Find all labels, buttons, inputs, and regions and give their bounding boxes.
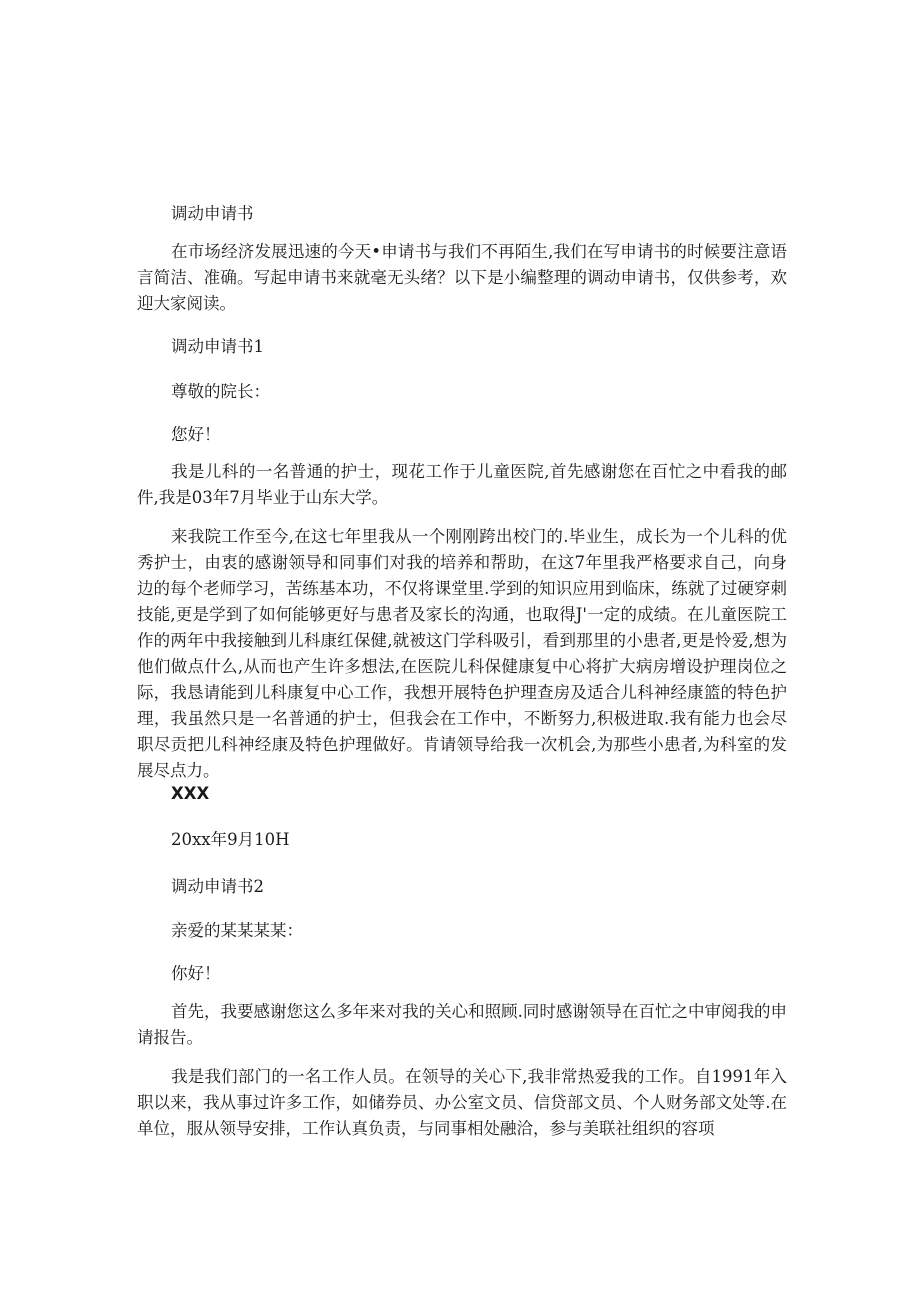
letter1-salutation: 尊敬的院长：	[171, 382, 270, 401]
letter1-signature: XXX	[171, 784, 210, 803]
letter1-date: 20xx年9月10H	[171, 830, 290, 849]
letter2-paragraph-2: 我是我们部门的一名工作人员。在领导的关心下,我非常热爱我的工作。自1991年入职以来，我从事过许多工作，如储券员、办公室文员、信贷部文员、个人财务部文处等.在单位，服从领导安排，工作认真负责，与同事相处融洽，参与美联社组织的容项	[137, 1067, 787, 1138]
letter1-heading: 调动申请书1	[171, 337, 264, 356]
letter2-heading: 调动申请书2	[171, 877, 264, 896]
letter2-paragraph-1: 首先，我要感谢您这么多年来对我的关心和照顾.同时感谢领导在百忙之中审阅我的申请报告。	[137, 1002, 787, 1047]
intro-paragraph: 在市场经济发展迅速的今天•申请书与我们不再陌生,我们在写申请书的时候要注意语言简洁、准确。写起申请书来就毫无头绪？以下是小编整理的调动申请书，仅供参考，欢迎大家阅读。	[137, 242, 787, 313]
document-title: 调动申请书	[171, 204, 254, 223]
letter1-paragraph-2: 来我院工作至今,在这七年里我从一个刚刚跨出校门的.毕业生，成长为一个儿科的优秀护士，由衷的感谢领导和同事们对我的培养和帮助，在这7年里我严格要求自己，向身边的每个老师学习，苦练基本功，不仅将课堂里.学到的知识应用到临床，练就了过硬穿刺技能,更是学到了如何能够更好与患者及家长的沟通，也取得J'一定的成绩。在儿童医院工作的两年中我接触到儿科康红保健,就被这门学科吸引，看到那里的小患者,更是怜爱,想为他们做点什么,从而也产生许多想法,在医院儿科保健康复中心将扩大病房增设护理岗位之际，我恳请能到儿科康复中心工作，我想开展特色护理查房及适合儿科神经康篮的特色护理，我虽然只是一名普通的护士，但我会在工作中，不断努力,积极进取.我有能力也会尽职尽贡把儿科神经康及特色护理做好。肯请领导给我一次机会,为那些小患者,为科室的发展尽点力。	[137, 527, 787, 780]
letter1-paragraph-1: 我是儿科的一名普通的护士，现花工作于儿童医院,首先感谢您在百忙之中看我的邮件,我是03年7月毕业于山东大学。	[137, 462, 787, 507]
letter2-salutation: 亲爱的某某某某：	[171, 921, 303, 940]
letter2-greeting: 你好！	[171, 964, 221, 983]
letter1-greeting: 您好！	[171, 425, 221, 444]
